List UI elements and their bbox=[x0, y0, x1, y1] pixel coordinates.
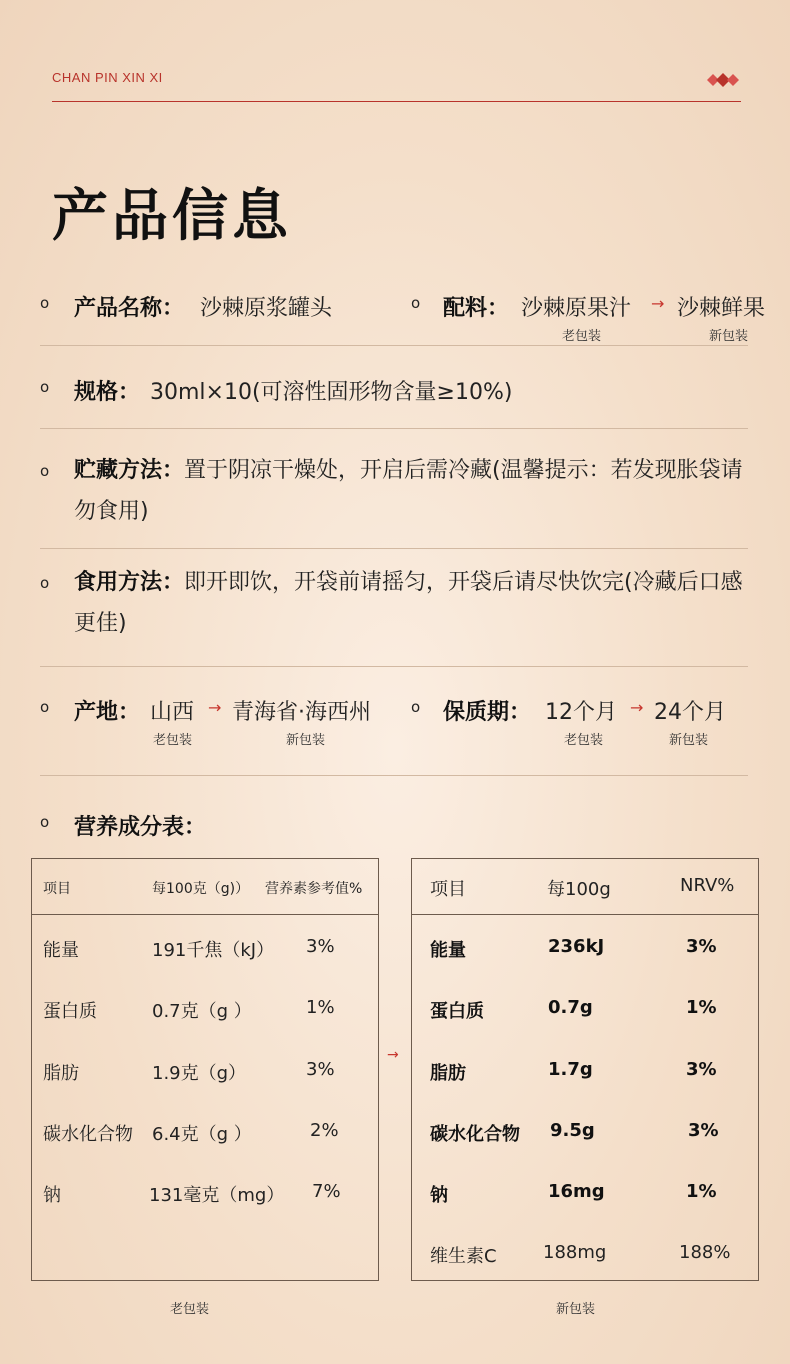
usage-text bbox=[74, 562, 754, 644]
arrow-icon: → bbox=[387, 1047, 399, 1063]
bullet-icon: o bbox=[40, 698, 50, 716]
diamond-ornament-icon bbox=[707, 73, 741, 87]
table-cell: 1% bbox=[686, 1181, 717, 1202]
table-cell: 131毫克（mg） bbox=[149, 1185, 285, 1206]
table-header-cell: NRV% bbox=[680, 875, 735, 896]
table-cell: 脂肪 bbox=[430, 1063, 466, 1084]
table-header-rule bbox=[411, 914, 759, 915]
usage-label: 食用方法： bbox=[74, 570, 185, 595]
storage-label: 贮藏方法： bbox=[74, 458, 185, 483]
table-cell: 钠 bbox=[430, 1185, 448, 1206]
origin-old: 山西 bbox=[150, 700, 195, 725]
new-table-caption: 新包装 bbox=[556, 1302, 596, 1317]
table-cell: 3% bbox=[686, 936, 717, 957]
table-cell: 9.5g bbox=[550, 1120, 595, 1141]
origin-label: 产地： bbox=[74, 700, 141, 725]
divider bbox=[40, 548, 748, 549]
table-header-cell: 项目 bbox=[430, 879, 466, 900]
table-cell: 碳水化合物 bbox=[43, 1124, 133, 1145]
table-cell: 能量 bbox=[43, 940, 79, 961]
table-header-cell: 每100克（g)） bbox=[152, 881, 250, 897]
shelf-new: 24个月 bbox=[654, 700, 726, 725]
table-cell: 191千焦（kJ） bbox=[152, 940, 275, 961]
table-cell: 钠 bbox=[43, 1185, 61, 1206]
bullet-icon: o bbox=[40, 462, 50, 480]
table-header-cell: 营养素参考值% bbox=[265, 881, 363, 897]
ingredients-label: 配料： bbox=[443, 296, 510, 321]
table-cell: 2% bbox=[310, 1120, 339, 1141]
shelf-label: 保质期： bbox=[443, 700, 532, 725]
nutrition-label: 营养成分表： bbox=[74, 815, 207, 840]
divider bbox=[40, 428, 748, 429]
usage-value: 即开即饮，开袋前请摇匀，开袋后请尽快饮完(冷藏后口感更佳) bbox=[74, 570, 743, 636]
table-cell: 1% bbox=[686, 997, 717, 1018]
bullet-icon: o bbox=[40, 378, 50, 396]
name-label: 产品名称： bbox=[74, 296, 185, 321]
new-package-tag: 新包装 bbox=[709, 329, 749, 344]
old-package-tag: 老包装 bbox=[562, 329, 602, 344]
bullet-icon: o bbox=[40, 294, 50, 312]
table-cell: 3% bbox=[688, 1120, 719, 1141]
table-cell: 1% bbox=[306, 997, 335, 1018]
shelf-old: 12个月 bbox=[545, 700, 617, 725]
storage-value: 置于阴凉干燥处，开启后需冷藏(温馨提示：若发现胀袋请勿食用) bbox=[74, 458, 743, 524]
arrow-icon: → bbox=[630, 698, 644, 717]
table-cell: 蛋白质 bbox=[43, 1001, 97, 1022]
table-header-rule bbox=[31, 914, 379, 915]
table-cell: 0.7g bbox=[548, 997, 593, 1018]
divider bbox=[40, 775, 748, 776]
divider bbox=[40, 666, 748, 667]
page-title: 产品信息 bbox=[52, 184, 292, 249]
new-package-tag: 新包装 bbox=[669, 733, 709, 748]
spec-label: 规格： bbox=[74, 380, 141, 405]
storage-text bbox=[74, 450, 754, 532]
table-cell: 1.9克（g） bbox=[152, 1063, 247, 1084]
old-package-tag: 老包装 bbox=[153, 733, 193, 748]
table-cell: 0.7克（g ） bbox=[152, 1001, 252, 1022]
table-cell: 能量 bbox=[430, 940, 466, 961]
table-cell: 脂肪 bbox=[43, 1063, 79, 1084]
old-table-caption: 老包装 bbox=[170, 1302, 210, 1317]
origin-new: 青海省·海西州 bbox=[232, 700, 371, 725]
table-cell: 6.4克（g ） bbox=[152, 1124, 252, 1145]
divider bbox=[40, 345, 748, 346]
table-header-cell: 每100g bbox=[547, 879, 611, 900]
table-cell: 16mg bbox=[548, 1181, 605, 1202]
bullet-icon: o bbox=[411, 294, 421, 312]
ingredients-old: 沙棘原果汁 bbox=[521, 296, 632, 321]
bullet-icon: o bbox=[411, 698, 421, 716]
bullet-icon: o bbox=[40, 813, 50, 831]
table-cell: 3% bbox=[306, 1059, 335, 1080]
table-cell: 3% bbox=[306, 936, 335, 957]
new-package-tag: 新包装 bbox=[286, 733, 326, 748]
arrow-icon: → bbox=[651, 294, 665, 313]
table-cell: 7% bbox=[312, 1181, 341, 1202]
table-cell: 维生素C bbox=[430, 1246, 497, 1267]
spec-value: 30ml×10(可溶性固形物含量≥10%) bbox=[150, 380, 513, 405]
table-cell: 蛋白质 bbox=[430, 1001, 484, 1022]
table-cell: 3% bbox=[686, 1059, 717, 1080]
table-cell: 1.7g bbox=[548, 1059, 593, 1080]
old-package-tag: 老包装 bbox=[564, 733, 604, 748]
bullet-icon: o bbox=[40, 574, 50, 592]
section-en-title: CHAN PIN XIN XI bbox=[52, 70, 163, 85]
header-rule bbox=[52, 101, 741, 102]
table-cell: 236kJ bbox=[548, 936, 605, 957]
table-cell: 碳水化合物 bbox=[430, 1124, 520, 1145]
table-header-cell: 项目 bbox=[43, 881, 71, 897]
arrow-icon: → bbox=[208, 698, 222, 717]
ingredients-new: 沙棘鲜果 bbox=[677, 296, 766, 321]
table-cell: 188% bbox=[679, 1242, 731, 1263]
table-cell: 188mg bbox=[543, 1242, 607, 1263]
name-value: 沙棘原浆罐头 bbox=[200, 296, 333, 321]
